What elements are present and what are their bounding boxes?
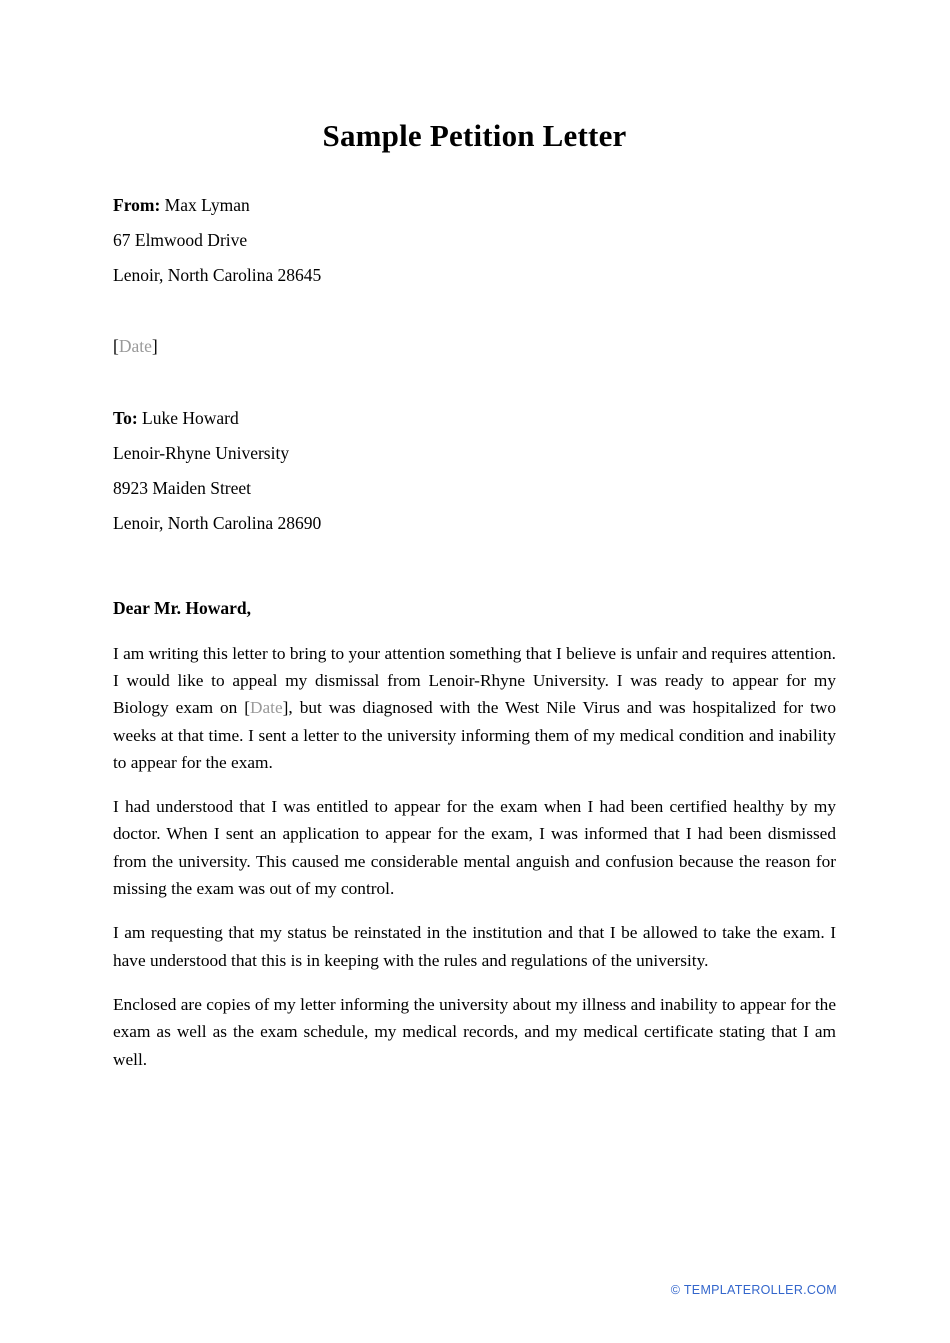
recipient-organization-line: Lenoir-Rhyne University [113, 442, 290, 463]
body-paragraph-4: Enclosed are copies of my letter informing the university about my illness and inability to appear for the exam as well as the exam schedule, my medical records, and my medical certificate stating that I am well. [113, 994, 836, 1069]
inline-date-placeholder[interactable] [244, 698, 288, 717]
date-placeholder[interactable] [113, 336, 158, 356]
sender-label: From: [113, 194, 161, 215]
recipient-street-line: 8923 Maiden Street [113, 477, 252, 498]
sender-name-line [113, 188, 836, 223]
body-paragraph-1 [113, 640, 836, 776]
inline-date-open-bracket: [ [244, 698, 251, 718]
sender-street-line: 67 Elmwood Drive [113, 229, 248, 250]
recipient-name-line [113, 401, 836, 436]
sender-address-block [113, 188, 836, 293]
inline-date-close-bracket: ] [282, 698, 289, 718]
recipient-name: Luke Howard [142, 407, 239, 428]
paragraph-1-text-after: , but was diagnosed with the West Nile Virus and was hospitalized for two weeks at that time. I sent a letter to the university informing them of my medical condition and inability to appear for the exam. [113, 698, 837, 772]
recipient-city-line: Lenoir, North Carolina 28690 [113, 512, 322, 533]
body-paragraph-2: I had understood that I was entitled to appear for the exam when I had been certified healthy by my doctor. When I sent an application to appear for the exam, I was informed that I had been dismissed from the university. This caused me considerable mental anguish and confusion because the reason for missing the exam was out of my control. [113, 797, 836, 899]
paragraph-1-text-before: I am writing this letter to bring to your attention something that I believe is unfair and requires attention. I would like to appeal my dismissal from Lenoir-Rhyne University. I was ready to appear for my Biology exam on [113, 643, 836, 718]
inline-date-placeholder-text: Date [250, 698, 283, 718]
sender-city-line: Lenoir, North Carolina 28645 [113, 264, 322, 285]
letter-date-line [113, 329, 836, 364]
recipient-label: To: [113, 407, 138, 428]
footer-watermark[interactable] [671, 1283, 837, 1297]
date-open-bracket: [ [113, 335, 119, 356]
date-placeholder-text: Date [118, 335, 152, 356]
page-title: Sample Petition Letter [322, 118, 627, 153]
salutation: Dear Mr. Howard, [113, 597, 252, 618]
footer-site-name: TEMPLATEROLLER.COM [683, 1283, 837, 1297]
date-close-bracket: ] [151, 335, 158, 356]
body-paragraph-3: I am requesting that my status be reinstated in the institution and that I be allowed to take the exam. I have understood that this is in keeping with the rules and regulations of the university. [113, 923, 836, 970]
copyright-icon: © [670, 1283, 681, 1297]
letter-content [113, 0, 836, 1073]
sender-name: Max Lyman [164, 194, 250, 215]
recipient-address-block [113, 401, 836, 541]
